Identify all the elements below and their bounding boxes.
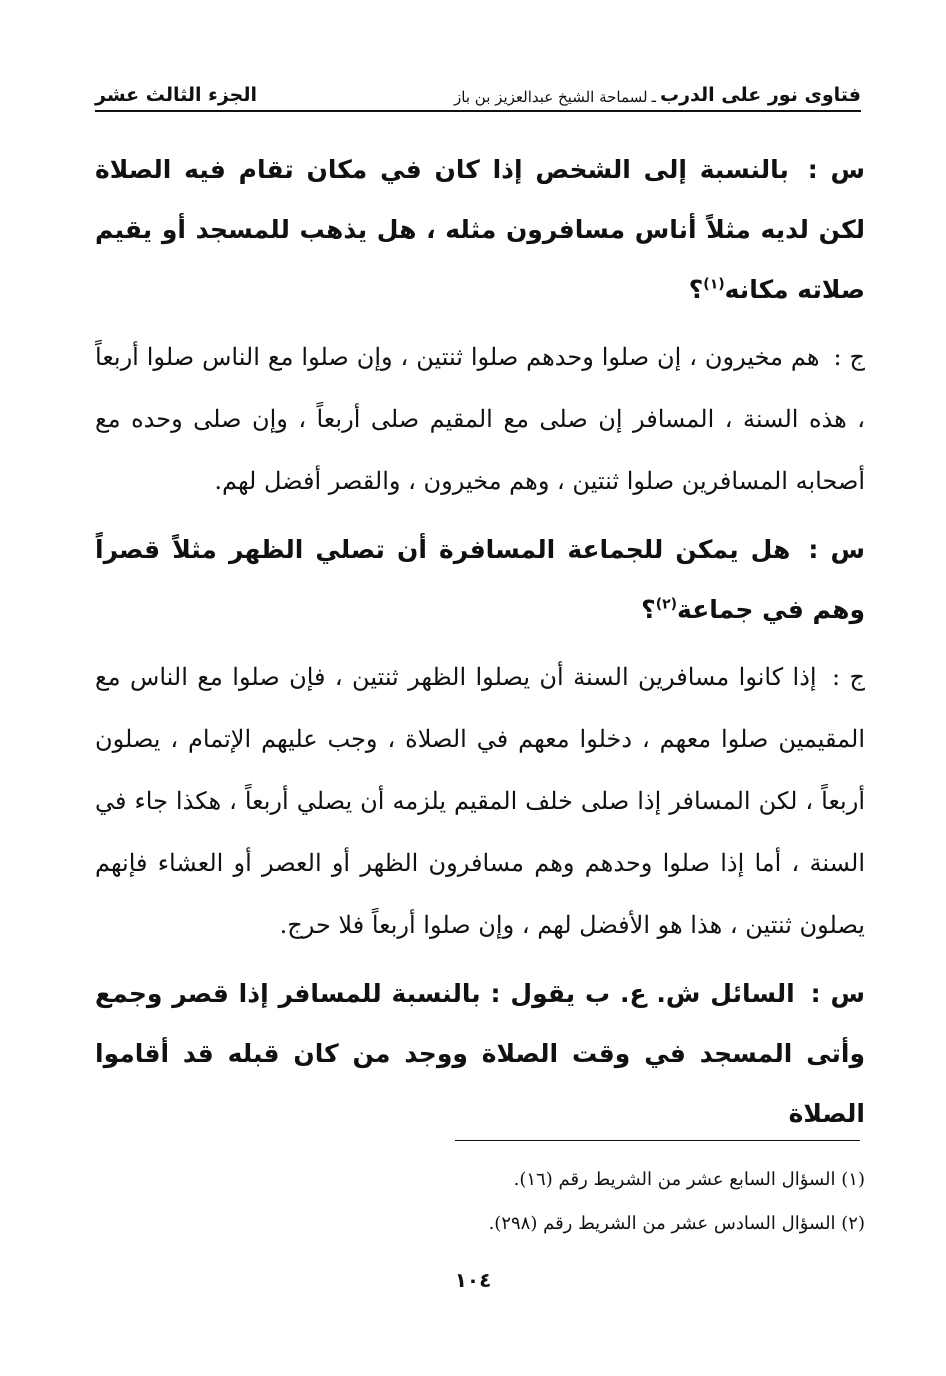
book-author: لسماحة الشيخ عبدالعزيز بن باز [454,88,648,106]
answer-text: إذا كانوا مسافرين السنة أن يصلوا الظهر ثنتين ، فإن صلوا مع الناس مع المقيمين صلوا معهم ، دخلوا معهم في الصلاة ، وجب عليهم الإتمام ، يصلون أربعاً ، لكن المسافر إذا صلى خلف المقيم يلزمه أن يصلي أربعاً ، هكذا جاء في السنة ، أما إذا صلوا وحدهم وهم مسافرون الظهر أو العصر أو العشاء فإنهم يصلون ثنتين ، هذا هو الأفضل لهم ، وإن صلوا أربعاً فلا حرج. [95,663,866,939]
answer-text: هم مخيرون ، إن صلوا وحدهم صلوا ثنتين ، وإن صلوا مع الناس صلوا أربعاً ، هذه السنة ، المسافر إن صلى مع المقيم صلى أربعاً ، وإن صلى وحده مع أصحابه المسافرين صلوا ثنتين ، وهم مخيرون ، والقصر أفضل لهم. [95,343,865,495]
question-mark: ؟ [688,275,704,304]
answer-label: ج : [833,343,865,371]
question-text: بالنسبة إلى الشخص إذا كان في مكان تقام فيه الصلاة لكن لديه مثلاً أناس مسافرون مثله ، هل يذهب للمسجد أو يقيم صلاته مكانه [95,155,865,304]
question-text: هل يمكن للجماعة المسافرة أن تصلي الظهر مثلاً قصراً وهم في جماعة [95,535,865,624]
question-label: س : [808,535,865,564]
page-number: ١٠٤ [454,1268,492,1292]
question-label: س : [810,979,865,1008]
main-content [95,140,865,1150]
footnote-1: (١) السؤال السابع عشر من الشريط رقم (١٦). [513,1169,865,1190]
question-2 [95,520,865,640]
answer-2 [95,646,865,956]
question-mark: ؟ [641,595,656,624]
footnote-ref: (١) [703,276,725,293]
question-text: السائل ش. ع. ب يقول : بالنسبة للمسافر إذا قصر وجمع وأتى المسجد في وقت الصلاة ووجد من كان قبله قد أقاموا الصلاة [95,979,865,1128]
running-header [95,72,861,112]
footnotes [95,1158,865,1246]
question-1 [95,140,865,320]
header-title-group [454,84,861,106]
question-label: س : [807,155,865,184]
answer-1 [95,326,865,512]
footnote-ref: (٢) [655,596,678,613]
question-3 [95,964,865,1144]
footnote-divider [455,1140,860,1141]
book-title: فتاوى نور على الدرب [660,84,861,106]
volume-label: الجزء الثالث عشر [95,84,258,106]
answer-label: ج : [832,663,865,691]
footnote-2: (٢) السؤال السادس عشر من الشريط رقم (٢٩٨). [488,1213,865,1234]
header-dash: ـ [651,88,656,106]
